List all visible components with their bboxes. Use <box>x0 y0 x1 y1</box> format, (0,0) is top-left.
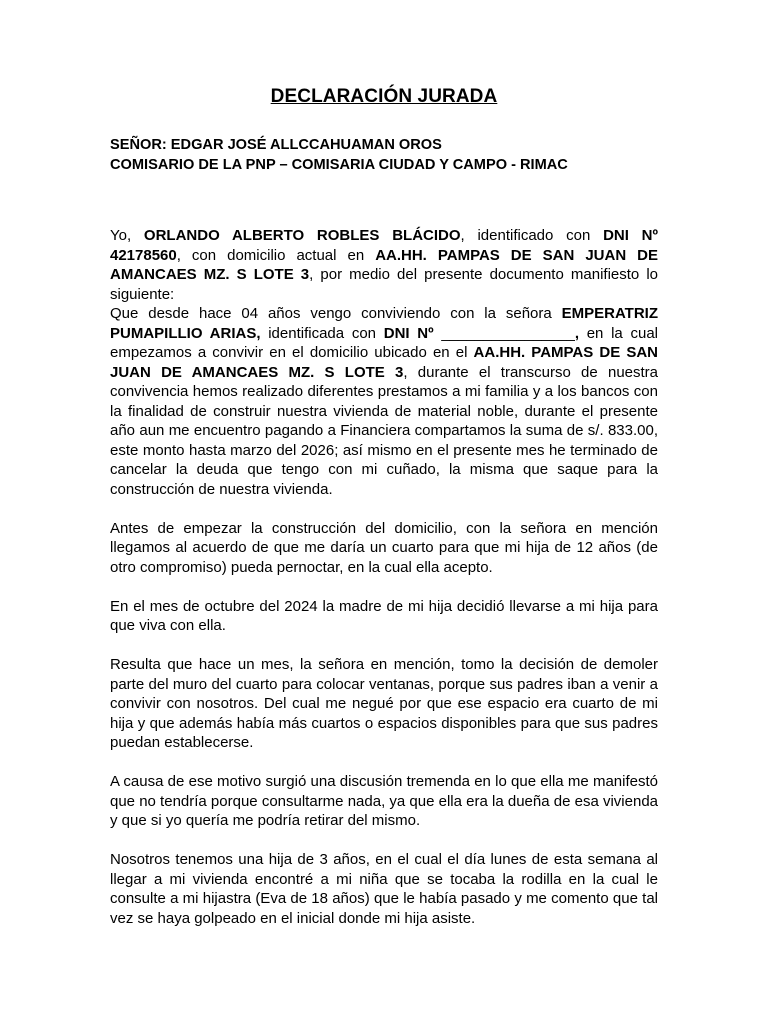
partner-dni-label: DNI Nº <box>383 324 434 342</box>
shared-address: AA.HH. PAMPAS DE SAN JUAN DE AMANCAES MZ. S LOTE 3 <box>110 344 658 381</box>
text-span: , durante el transcurso de nuestra convivencia hemos realizado diferentes prestamos a mi familia y a los bancos con la finalidad de construir nuestra vivienda de material noble, durante el presente año aun me encuentro pagando a Financiera compartamos la suma de s/. 833.00, este monto hasta marzo del 2026; así mismo en el presente mes he terminado de cancelar la deuda que tengo con mi cuñado, la misma que saque para la construcción de nuestra vivienda. <box>110 363 659 498</box>
paragraph-daughter: Nosotros tenemos una hija de 3 años, en el cual el día lunes de esta semana al llegar a mi vivienda encontré a mi niña que se tocaba la rodilla en la cual le consulte a mi hijastra (Eva de 18 años) que le había pasado y me comento que tal vez se haya golpeado en el inicial donde mi hija asiste. <box>110 851 658 927</box>
document-title: DECLARACIÓN JURADA <box>270 86 498 107</box>
addressee-position: COMISARIO DE LA PNP – COMISARIA CIUDAD Y CAMPO - RIMAC <box>110 156 568 173</box>
text-span: , por medio del presente documento manifiesto lo siguiente: <box>110 266 658 303</box>
addressee-name: SEÑOR: EDGAR JOSÉ ALLCCAHUAMAN OROS <box>110 137 442 153</box>
paragraph-demolition: Resulta que hace un mes, la señora en mención, tomo la decisión de demoler parte del muro del cuarto para colocar ventanas, porque sus padres iban a venir a convivir con nosotros. Del cual me negué por que ese espacio era cuarto de mi hija y que además había más cuartos o espacios disponibles para que sus padres puedan establecerse. <box>110 656 658 751</box>
text-span: en la cual empezamos a convivir en el domicilio ubicado en el <box>110 324 659 361</box>
declarant-dni: DNI Nº 42178560 <box>110 227 658 264</box>
declarant-address: AA.HH. PAMPAS DE SAN JUAN DE AMANCAES MZ. S LOTE 3 <box>110 246 658 283</box>
text-span: , con domicilio actual en <box>176 246 376 264</box>
text-span: , identificado con <box>460 227 604 244</box>
partner-name: EMPERATRIZ PUMAPILLIO ARIAS, <box>110 305 658 342</box>
text-span: identificada con <box>260 324 384 342</box>
text-span: , <box>574 324 579 342</box>
declarant-name: ORLANDO ALBERTO ROBLES BLÁCIDO <box>143 227 461 244</box>
paragraph-agreement: Antes de empezar la construcción del domicilio, con la señora en mención llegamos al acuerdo de que me daría un cuarto para que mi hija de 12 años (de otro compromiso) pueda pernoctar, en la cual ella acepto. <box>110 519 658 576</box>
paragraph-october: En el mes de octubre del 2024 la madre de mi hija decidió llevarse a mi hija para que viva con ella. <box>110 597 658 634</box>
paragraph-discussion: A causa de ese motivo surgió una discusión tremenda en lo que ella me manifestó que no tendría porque consultarme nada, ya que ella era la dueña de esa vivienda y que si yo quería me podría retirar del mismo. <box>110 773 658 829</box>
addressee-block <box>110 136 660 175</box>
document-body <box>110 226 658 948</box>
text-span: Yo, <box>110 227 144 244</box>
paragraph-declarant <box>110 226 658 304</box>
paragraph-cohabitation <box>110 304 658 499</box>
partner-dni-blank: ________________ <box>433 324 575 342</box>
text-span: Que desde hace 04 años vengo conviviendo con la señora <box>110 305 562 322</box>
